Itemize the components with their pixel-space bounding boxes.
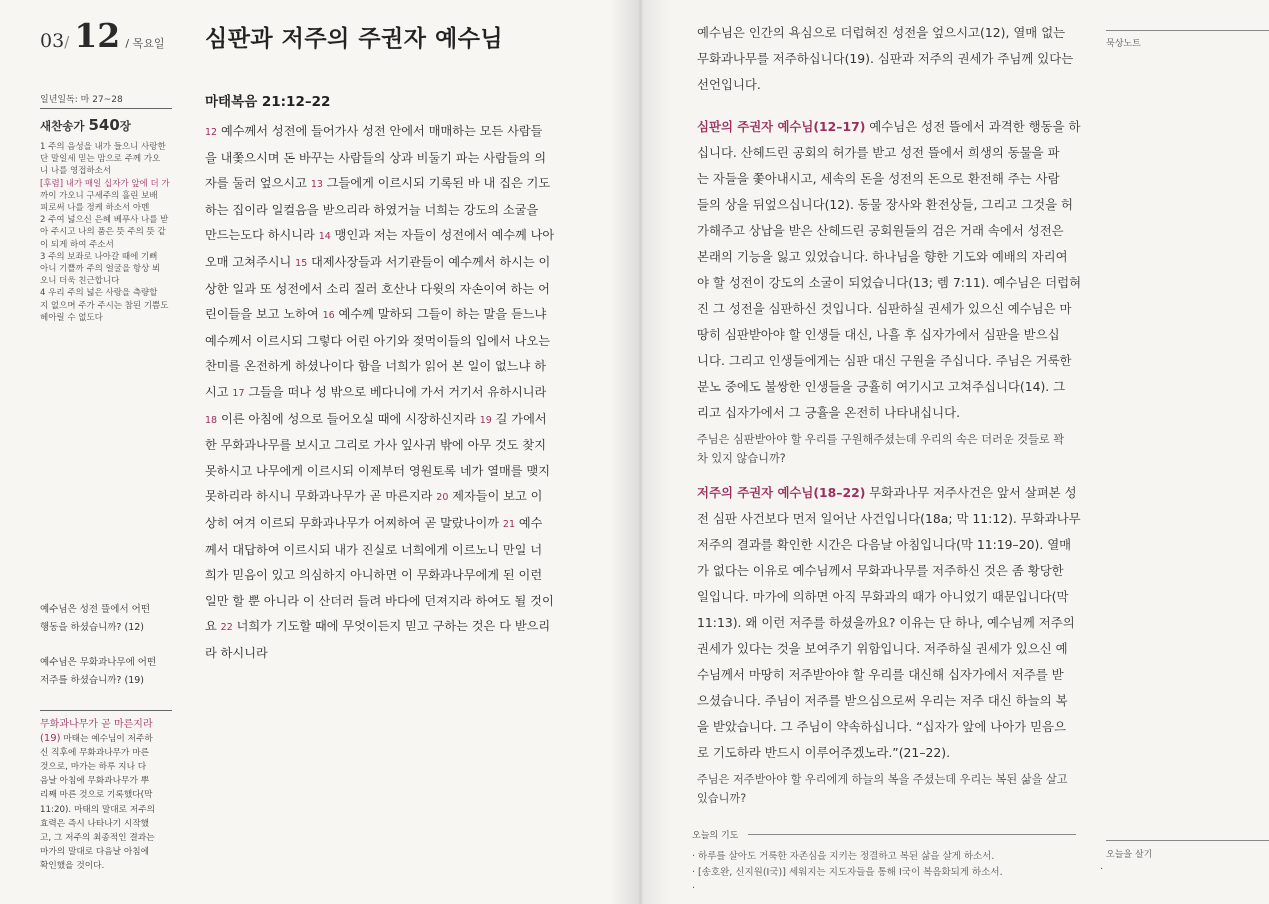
footnote-text: 것으로, 마가는 하루 지나 다 bbox=[40, 762, 147, 773]
verse-text: 그들에게 이르시되 기록된 바 내 집은 기도 bbox=[322, 176, 551, 191]
verse-text: 제자들이 보고 이 bbox=[448, 489, 543, 504]
section-text: 십니다. 산헤드린 공회의 허가를 받고 성전 뜰에서 희생의 동물을 파 bbox=[697, 145, 1060, 160]
verse-number: 22 bbox=[220, 622, 233, 634]
verse-text: 라 하시니라 bbox=[205, 645, 268, 660]
hymn-suffix: 장 bbox=[119, 119, 131, 133]
passage-line bbox=[205, 563, 590, 589]
sidebar-divider bbox=[40, 108, 172, 109]
verse-text: 을 내쫓으시며 돈 바꾸는 사람들의 상과 비둘기 파는 사람들의 의 bbox=[205, 150, 546, 165]
verse-number: 19 bbox=[479, 414, 492, 426]
section-line bbox=[697, 140, 1087, 166]
verse-number: 18 bbox=[205, 414, 218, 426]
hymn-line: 1 주의 음성을 내가 들으니 사랑한 bbox=[40, 142, 166, 152]
section-text: 로 기도하라 반드시 이루어주겠노라.”(21–22). bbox=[697, 745, 951, 760]
section-heading: 저주의 주권자 예수님(18–22) bbox=[697, 485, 866, 500]
hymn-line: 아니 기쁠까 주의 얼굴을 항상 뵈 bbox=[40, 264, 161, 275]
footnote-line bbox=[40, 817, 176, 831]
passage-line bbox=[205, 146, 590, 172]
passage-line bbox=[205, 641, 590, 667]
section-line bbox=[697, 506, 1087, 532]
footnote-line bbox=[40, 732, 176, 746]
verse-number: 17 bbox=[232, 387, 245, 399]
section-text: 진 그 성전을 심판하신 것입니다. 심판하실 권세가 있으신 예수님은 마 bbox=[697, 301, 1072, 316]
section-line bbox=[697, 218, 1087, 244]
hymn-line: 까이 가오니 구세주의 흘린 보배 bbox=[40, 190, 158, 201]
verse-number: 21 bbox=[502, 518, 515, 530]
verse-text: 대제사장들과 서기관들이 예수께서 하시는 이 bbox=[307, 254, 551, 269]
passage-line bbox=[205, 538, 590, 564]
passage-line bbox=[205, 329, 590, 355]
footnote-text: 11:20). 마태의 말대로 저주의 bbox=[40, 804, 156, 815]
section-line bbox=[697, 166, 1087, 192]
section-line bbox=[697, 714, 1087, 740]
footnote-text: 리째 마른 것으로 기록했다(막 bbox=[40, 790, 153, 801]
verse-text: 맹인과 저는 자들이 성전에서 예수께 나아 bbox=[330, 228, 555, 243]
verse-text: 못하리라 하시니 무화과나무가 곧 마른지라 bbox=[205, 489, 437, 504]
section-line bbox=[697, 374, 1087, 400]
hymn-line: 3 주의 보좌로 나아갈 때에 기뻐 bbox=[40, 251, 158, 262]
passage-line bbox=[205, 119, 590, 146]
bullet-mark: · bbox=[1100, 864, 1104, 875]
section-line bbox=[697, 584, 1087, 610]
verse-text: 상히 여겨 이르되 무화과나무가 어찌하여 곧 말랐나이까 bbox=[205, 515, 503, 530]
footnote-text: 마태는 예수님이 저주하 bbox=[60, 734, 153, 745]
verse-number: 20 bbox=[436, 492, 449, 504]
passage-line bbox=[205, 171, 590, 198]
section-line bbox=[697, 114, 1087, 140]
date-weekday: / 목요일 bbox=[125, 37, 165, 50]
section-line bbox=[697, 296, 1087, 322]
hymn-line: [후렴] 내가 매일 십자가 앞에 더 가 bbox=[40, 178, 170, 189]
verse-text: 너희가 기도할 때에 무엇이든지 믿고 구하는 것은 다 받으리 bbox=[232, 619, 551, 634]
section-text: 니다. 그리고 인생들에게는 심판 대신 구원을 주십니다. 주님은 거룩한 bbox=[697, 353, 1072, 368]
prayer-item: · [송호완, 신지원(I국)] 세워지는 지도자들을 통해 I국이 복음화되게 하소서. bbox=[692, 867, 1003, 878]
hymn-line: 이 되게 하여 주소서 bbox=[40, 239, 114, 250]
footnote-line bbox=[40, 774, 176, 788]
verse-text: 만드는도다 하시니라 bbox=[205, 228, 319, 243]
date-slash: / bbox=[64, 33, 70, 51]
notes-divider bbox=[1106, 30, 1269, 31]
section-text: 야 할 성전이 강도의 소굴이 되었습니다(13; 렘 7:11). 예수님은 더럽혀 bbox=[697, 275, 1082, 290]
hymn-heading bbox=[40, 116, 131, 134]
section-line bbox=[697, 610, 1087, 636]
live-today-divider bbox=[1106, 840, 1269, 841]
scripture-passage bbox=[205, 119, 590, 666]
section-line bbox=[697, 662, 1087, 688]
hymn-number: 540 bbox=[88, 116, 120, 134]
prayer-label: 오늘의 기도 bbox=[692, 831, 739, 841]
verse-number: 15 bbox=[295, 257, 308, 269]
passage-line bbox=[205, 302, 590, 329]
verse-text: 예수께서 성전에 들어가사 성전 안에서 매매하는 모든 사람들 bbox=[217, 124, 543, 138]
hymn-lyrics bbox=[40, 141, 176, 324]
passage-line bbox=[205, 380, 590, 407]
footnote-line bbox=[40, 718, 176, 732]
meditation-notes-label: 묵상노트 bbox=[1106, 39, 1141, 49]
question-line: 예수님은 성전 뜰에서 어떤 bbox=[40, 604, 151, 615]
hymn-line: 지 없으며 주가 주시는 참된 기쁨도 bbox=[40, 300, 169, 311]
passage-line bbox=[205, 198, 590, 224]
section-text: 일입니다. 마가에 의하면 아직 무화과의 때가 아니었기 때문입니다(막 bbox=[697, 589, 1069, 604]
application-question bbox=[697, 430, 1087, 468]
footnote-line bbox=[40, 760, 176, 774]
section-text: 는 자들을 쫓아내시고, 세속의 돈을 성전의 돈으로 환전해 주는 사람 bbox=[697, 171, 1060, 186]
verse-text: 오매 고쳐주시니 bbox=[205, 254, 296, 269]
verse-text: 일만 할 뿐 아니라 이 산더러 들려 바다에 던져지라 하여도 될 것이 bbox=[205, 593, 554, 608]
verse-text: 예수께서 이르시되 그렇다 어린 아기와 젖먹이들의 입에서 나오는 bbox=[205, 333, 550, 348]
verse-text: 예수께 말하되 그들이 하는 말을 듣느냐 bbox=[334, 307, 547, 322]
hymn-line: 헤아릴 수 없도다 bbox=[40, 312, 103, 323]
note-divider bbox=[40, 710, 172, 711]
date-month: 03 bbox=[40, 30, 65, 52]
prayer-item: · 하루를 살아도 거룩한 자존심을 지키는 정결하고 복된 삶을 살게 하소서. bbox=[692, 851, 995, 862]
section-line bbox=[697, 740, 1087, 766]
section-text: 들의 상을 뒤엎으십니다(12). 동물 장사와 환전상들, 그리고 그것을 허 bbox=[697, 197, 1074, 212]
section-line bbox=[697, 244, 1087, 270]
question-line: 예수님은 무화과나무에 어떤 bbox=[40, 657, 157, 668]
book-gutter bbox=[610, 0, 670, 904]
passage-line bbox=[205, 433, 590, 459]
date-block bbox=[40, 16, 164, 55]
hymn-line: 니 나를 영접하소서 bbox=[40, 166, 112, 177]
date-day: 12 bbox=[74, 16, 121, 55]
meditation-text bbox=[697, 20, 1087, 808]
hymn-line: 오니 더욱 친근합니다 bbox=[40, 276, 120, 287]
hymn-line: 아 주시고 나의 품은 뜻 주의 뜻 같 bbox=[40, 227, 166, 238]
section-line bbox=[697, 688, 1087, 714]
passage-line bbox=[205, 459, 590, 485]
section-text: 11:13). 왜 이런 저주를 하셨을까요? 이유는 단 하나, 예수님께 저주의 bbox=[697, 615, 1075, 630]
intro-line: 선언입니다. bbox=[697, 77, 761, 92]
section-text: 예수님은 성전 뜰에서 과격한 행동을 하 bbox=[865, 119, 1081, 134]
footnote-box bbox=[40, 718, 176, 873]
hymn-line: 피로써 나를 정케 하소서 아멘 bbox=[40, 203, 150, 214]
passage-line bbox=[205, 614, 590, 641]
footnote-line bbox=[40, 788, 176, 802]
section-line bbox=[697, 532, 1087, 558]
question-1 bbox=[40, 601, 176, 637]
section-text: 땅히 심판받아야 할 인생들 대신, 나흘 후 십자가에서 심판을 받으십 bbox=[697, 327, 1060, 342]
passage-line bbox=[205, 354, 590, 380]
verse-text: 요 bbox=[205, 619, 221, 634]
passage-line bbox=[205, 484, 590, 511]
verse-number: 13 bbox=[310, 179, 323, 191]
question-2 bbox=[40, 654, 176, 690]
section-text: 본래의 기능을 잃고 있었습니다. 하나님을 향한 기도와 예배의 자리여 bbox=[697, 249, 1068, 264]
live-today-label: 오늘을 살기 bbox=[1106, 850, 1153, 860]
verse-text: 못하시고 나무에게 이르시되 이제부터 영원토록 네가 열매를 맺지 bbox=[205, 463, 550, 478]
verse-text: 하는 집이라 일컬음을 받으리라 하였거늘 너희는 강도의 소굴을 bbox=[205, 202, 539, 217]
passage-line bbox=[205, 589, 590, 615]
section-line bbox=[697, 270, 1087, 296]
intro-line: 무화과나무를 저주하십니다(19). 심판과 저주의 권세가 주님께 있다는 bbox=[697, 51, 1074, 66]
section-text: 가 없다는 이유로 예수님께서 무화과나무를 저주하신 것은 좀 황당한 bbox=[697, 563, 1064, 578]
verse-number: 12 bbox=[205, 127, 218, 138]
intro-line: 예수님은 인간의 욕심으로 더럽혀진 성전을 엎으시고(12), 열매 없는 bbox=[697, 25, 1066, 40]
application-line: 주님은 심판받아야 할 우리를 구원해주셨는데 우리의 속은 더러운 것들로 꽉 bbox=[697, 433, 1065, 446]
question-line: 저주를 하셨습니까? (19) bbox=[40, 675, 144, 686]
passage-line bbox=[205, 511, 590, 538]
verse-text: 한 무화과나무를 보시고 그리로 가사 잎사귀 밖에 아무 것도 찾지 bbox=[205, 438, 546, 453]
verse-text: 시고 bbox=[205, 384, 233, 399]
section-line bbox=[697, 400, 1087, 426]
section-line bbox=[697, 322, 1087, 348]
footnote-text: 확인했을 것이다. bbox=[40, 860, 105, 871]
prayer-divider bbox=[748, 834, 1076, 835]
verse-number: 14 bbox=[318, 231, 331, 243]
footnote-text: 음날 아침에 무화과나무가 뿌 bbox=[40, 776, 149, 787]
verse-text: 예수 bbox=[515, 515, 543, 530]
verse-text: 상한 일과 또 성전에서 소리 질러 호산나 다윗의 자손이여 하는 어 bbox=[205, 281, 550, 296]
verse-text: 길 가에서 bbox=[491, 411, 547, 426]
section-line bbox=[697, 558, 1087, 584]
section-text: 으셨습니다. 주님이 저주를 받으심으로써 우리는 저주 대신 하늘의 복 bbox=[697, 693, 1068, 708]
reading-plan: 일년일독: 마 27~28 bbox=[40, 95, 123, 105]
footnote-text: 효력은 즉시 나타나기 시작했 bbox=[40, 818, 149, 829]
verse-text: 그들을 떠나 성 밖으로 베다니에 가서 거기서 유하시니라 bbox=[244, 384, 547, 399]
passage-reference: 마태복음 21:12–22 bbox=[205, 94, 331, 110]
passage-line bbox=[205, 250, 590, 277]
verse-text: 께서 대답하여 이르시되 내가 진실로 너희에게 이르노니 만일 너 bbox=[205, 542, 543, 557]
verse-text: 이른 아침에 성으로 들어오실 때에 시장하신지라 bbox=[217, 411, 480, 426]
section-line bbox=[697, 480, 1087, 506]
hymn-line: 단 말일세 믿는 맘으로 주께 가오 bbox=[40, 154, 161, 165]
section-text: 전 심판 사건보다 먼저 일어난 사건입니다(18a; 막 11:12). 무화과나무 bbox=[697, 511, 1081, 526]
section-text: 무화과나무 저주사건은 앞서 살펴본 성 bbox=[865, 485, 1077, 500]
footnote-line bbox=[40, 803, 176, 817]
passage-line bbox=[205, 277, 590, 303]
section-text: 리고 십자가에서 그 긍휼을 온전히 나타내십니다. bbox=[697, 405, 961, 420]
section-text: 권세가 있다는 것을 보여주기 위함입니다. 저주하실 권세가 있으신 예 bbox=[697, 641, 1068, 656]
section-line bbox=[697, 348, 1087, 374]
section-text: 가해주고 상납을 받은 산헤드린 공회원들의 검은 거래 속에서 성전은 bbox=[697, 223, 1064, 238]
footnote-line bbox=[40, 845, 176, 859]
footnote-line bbox=[40, 859, 176, 873]
hymn-line: 4 우리 주의 넓은 사랑을 측량할 bbox=[40, 288, 158, 299]
verse-text: 찬미를 온전하게 하셨나이다 함을 너희가 읽어 본 일이 없느냐 하 bbox=[205, 359, 546, 374]
passage-line bbox=[205, 223, 590, 250]
section-text: 을 받았습니다. 그 주님이 약속하십니다. “십자가 앞에 나아가 믿음으 bbox=[697, 719, 1066, 734]
footnote-highlight: (19) bbox=[40, 733, 61, 745]
footnote-text: 마가의 말대로 다음날 아침에 bbox=[40, 846, 149, 857]
footnote-line bbox=[40, 831, 176, 845]
verse-text: 희가 믿음이 있고 의심하지 아니하면 이 무화과나무에게 된 이런 bbox=[205, 568, 543, 583]
hymn-line: 2 주여 넓으신 은혜 베푸사 나를 받 bbox=[40, 215, 169, 226]
section-heading: 심판의 주권자 예수님(12–17) bbox=[697, 119, 866, 134]
section-text: 분노 중에도 불쌍한 인생들을 긍휼히 여기시고 고쳐주십니다(14). 그 bbox=[697, 379, 1066, 394]
section-text: 저주의 결과를 확인한 시간은 다음날 아침입니다(막 11:19–20). 열매 bbox=[697, 537, 1072, 552]
application-line: 주님은 저주받아야 할 우리에게 하늘의 복을 주셨는데 우리는 복된 삶을 살고 bbox=[697, 773, 1068, 786]
verse-number: 16 bbox=[322, 310, 335, 322]
hymn-prefix: 새찬송가 bbox=[40, 119, 85, 133]
page-title: 심판과 저주의 주권자 예수님 bbox=[205, 26, 504, 52]
question-line: 행동을 하셨습니까? (12) bbox=[40, 622, 144, 633]
footnote-text: 신 직후에 무화과나무가 마른 bbox=[40, 748, 149, 759]
prayer-list bbox=[692, 849, 1003, 897]
section-line bbox=[697, 636, 1087, 662]
application-line: 차 있지 않습니까? bbox=[697, 452, 786, 465]
application-line: 있습니까? bbox=[697, 792, 747, 805]
footnote-line bbox=[40, 746, 176, 760]
application-question bbox=[697, 770, 1087, 808]
footnote-text: 고, 그 저주의 최종적인 결과는 bbox=[40, 832, 155, 843]
verse-text: 자를 둘러 엎으시고 bbox=[205, 176, 311, 191]
section-text: 수님께서 마땅히 저주받아야 할 우리를 대신해 십자가에서 저주를 받 bbox=[697, 667, 1064, 682]
footnote-highlight: 무화과나무가 곧 마른지라 bbox=[40, 719, 153, 730]
prayer-bullet: · bbox=[692, 883, 696, 894]
passage-line bbox=[205, 407, 590, 434]
section-line bbox=[697, 192, 1087, 218]
verse-text: 린이들을 보고 노하여 bbox=[205, 307, 323, 322]
